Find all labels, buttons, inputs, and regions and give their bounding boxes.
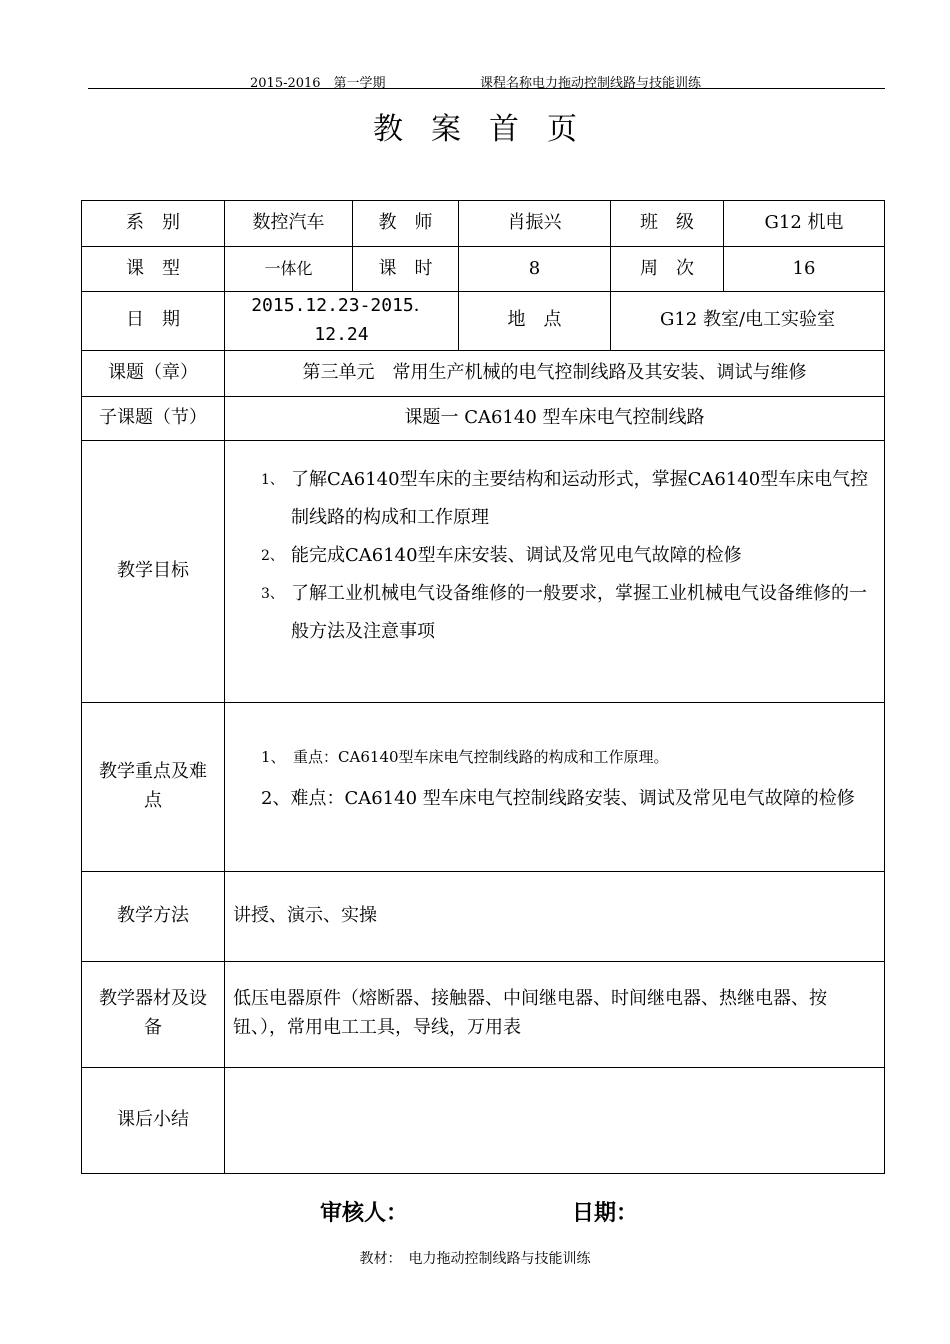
goal-item (261, 537, 872, 575)
type-label: 课 型 (82, 247, 225, 292)
goal-text: 了解CA6140型车床的主要结构和运动形式，掌握CA6140型车床电气控制线路的构成和工作原理 (291, 468, 869, 528)
equipment-label: 教学器材及设备 (82, 961, 225, 1067)
difficult-point: 2、难点：CA6140 型车床电气控制线路安装、调试及常见电气故障的检修 (261, 787, 855, 809)
class-label: 班 级 (611, 201, 724, 247)
table-row (82, 961, 885, 1067)
table-row (82, 201, 885, 247)
teacher-value: 肖振兴 (459, 201, 611, 247)
page-title: 教案首页 (373, 112, 605, 147)
dept-label: 系 别 (82, 201, 225, 247)
week-value: 16 (724, 247, 885, 292)
topic-value: 第三单元 常用生产机械的电气控制线路及其安装、调试与维修 (225, 350, 885, 396)
hours-value: 8 (459, 247, 611, 292)
header-rule (88, 88, 885, 89)
table-row (82, 702, 885, 871)
key-point: 1、 重点：CA6140型车床电气控制线路的构成和工作原理。 (261, 747, 669, 766)
topic-label: 课题（章） (82, 350, 225, 396)
hours-label: 课 时 (353, 247, 459, 292)
method-label: 教学方法 (82, 871, 225, 961)
goals-cell (225, 440, 885, 702)
dept-value: 数控汽车 (225, 201, 353, 247)
goal-number: 3、 (261, 585, 284, 602)
goal-number: 2、 (261, 547, 284, 564)
date-value: 2015.12.23-2015．12.24 (225, 292, 459, 351)
goal-text: 了解工业机械电气设备维修的一般要求，掌握工业机械电气设备维修的一般方法及注意事项 (291, 582, 867, 642)
week-label: 周 次 (611, 247, 724, 292)
goal-text: 能完成CA6140型车床安装、调试及常见电气故障的检修 (291, 544, 742, 566)
textbook-footer: 教材： 电力拖动控制线路与技能训练 (359, 1251, 591, 1267)
sign-date-label: 日期： (572, 1201, 639, 1226)
equipment-value: 低压电器原件（熔断器、接触器、中间继电器、时间继电器、热继电器、按钮、），常用电工工具，导线，万用表 (225, 961, 885, 1067)
keys-label: 教学重点及难点 (82, 702, 225, 871)
lesson-plan-table (81, 200, 885, 1174)
goals-label: 教学目标 (82, 440, 225, 702)
reviewer-label: 审核人： (320, 1201, 409, 1226)
table-row (82, 292, 885, 351)
date-label: 日 期 (82, 292, 225, 351)
type-value: 一体化 (225, 247, 353, 292)
goal-item (261, 461, 872, 537)
teacher-label: 教 师 (353, 201, 459, 247)
summary-label: 课后小结 (82, 1067, 225, 1173)
method-value: 讲授、演示、实操 (225, 871, 885, 961)
header-course: 课程名称电力拖动控制线路与技能训练 (480, 76, 702, 91)
goal-item (261, 575, 872, 651)
table-row (82, 396, 885, 440)
table-row (82, 871, 885, 961)
subtopic-value: 课题一 CA6140 型车床电气控制线路 (225, 396, 885, 440)
table-row (82, 440, 885, 702)
place-label: 地 点 (459, 292, 611, 351)
class-value: G12 机电 (724, 201, 885, 247)
place-value: G12 教室/电工实验室 (611, 292, 885, 351)
table-row (82, 1067, 885, 1173)
table-row (82, 350, 885, 396)
goal-number: 1、 (261, 471, 284, 488)
keys-cell (225, 702, 885, 871)
table-row (82, 247, 885, 292)
subtopic-label: 子课题（节） (82, 396, 225, 440)
header-term: 2015-2016 第一学期 (250, 76, 386, 91)
summary-value (225, 1067, 885, 1173)
